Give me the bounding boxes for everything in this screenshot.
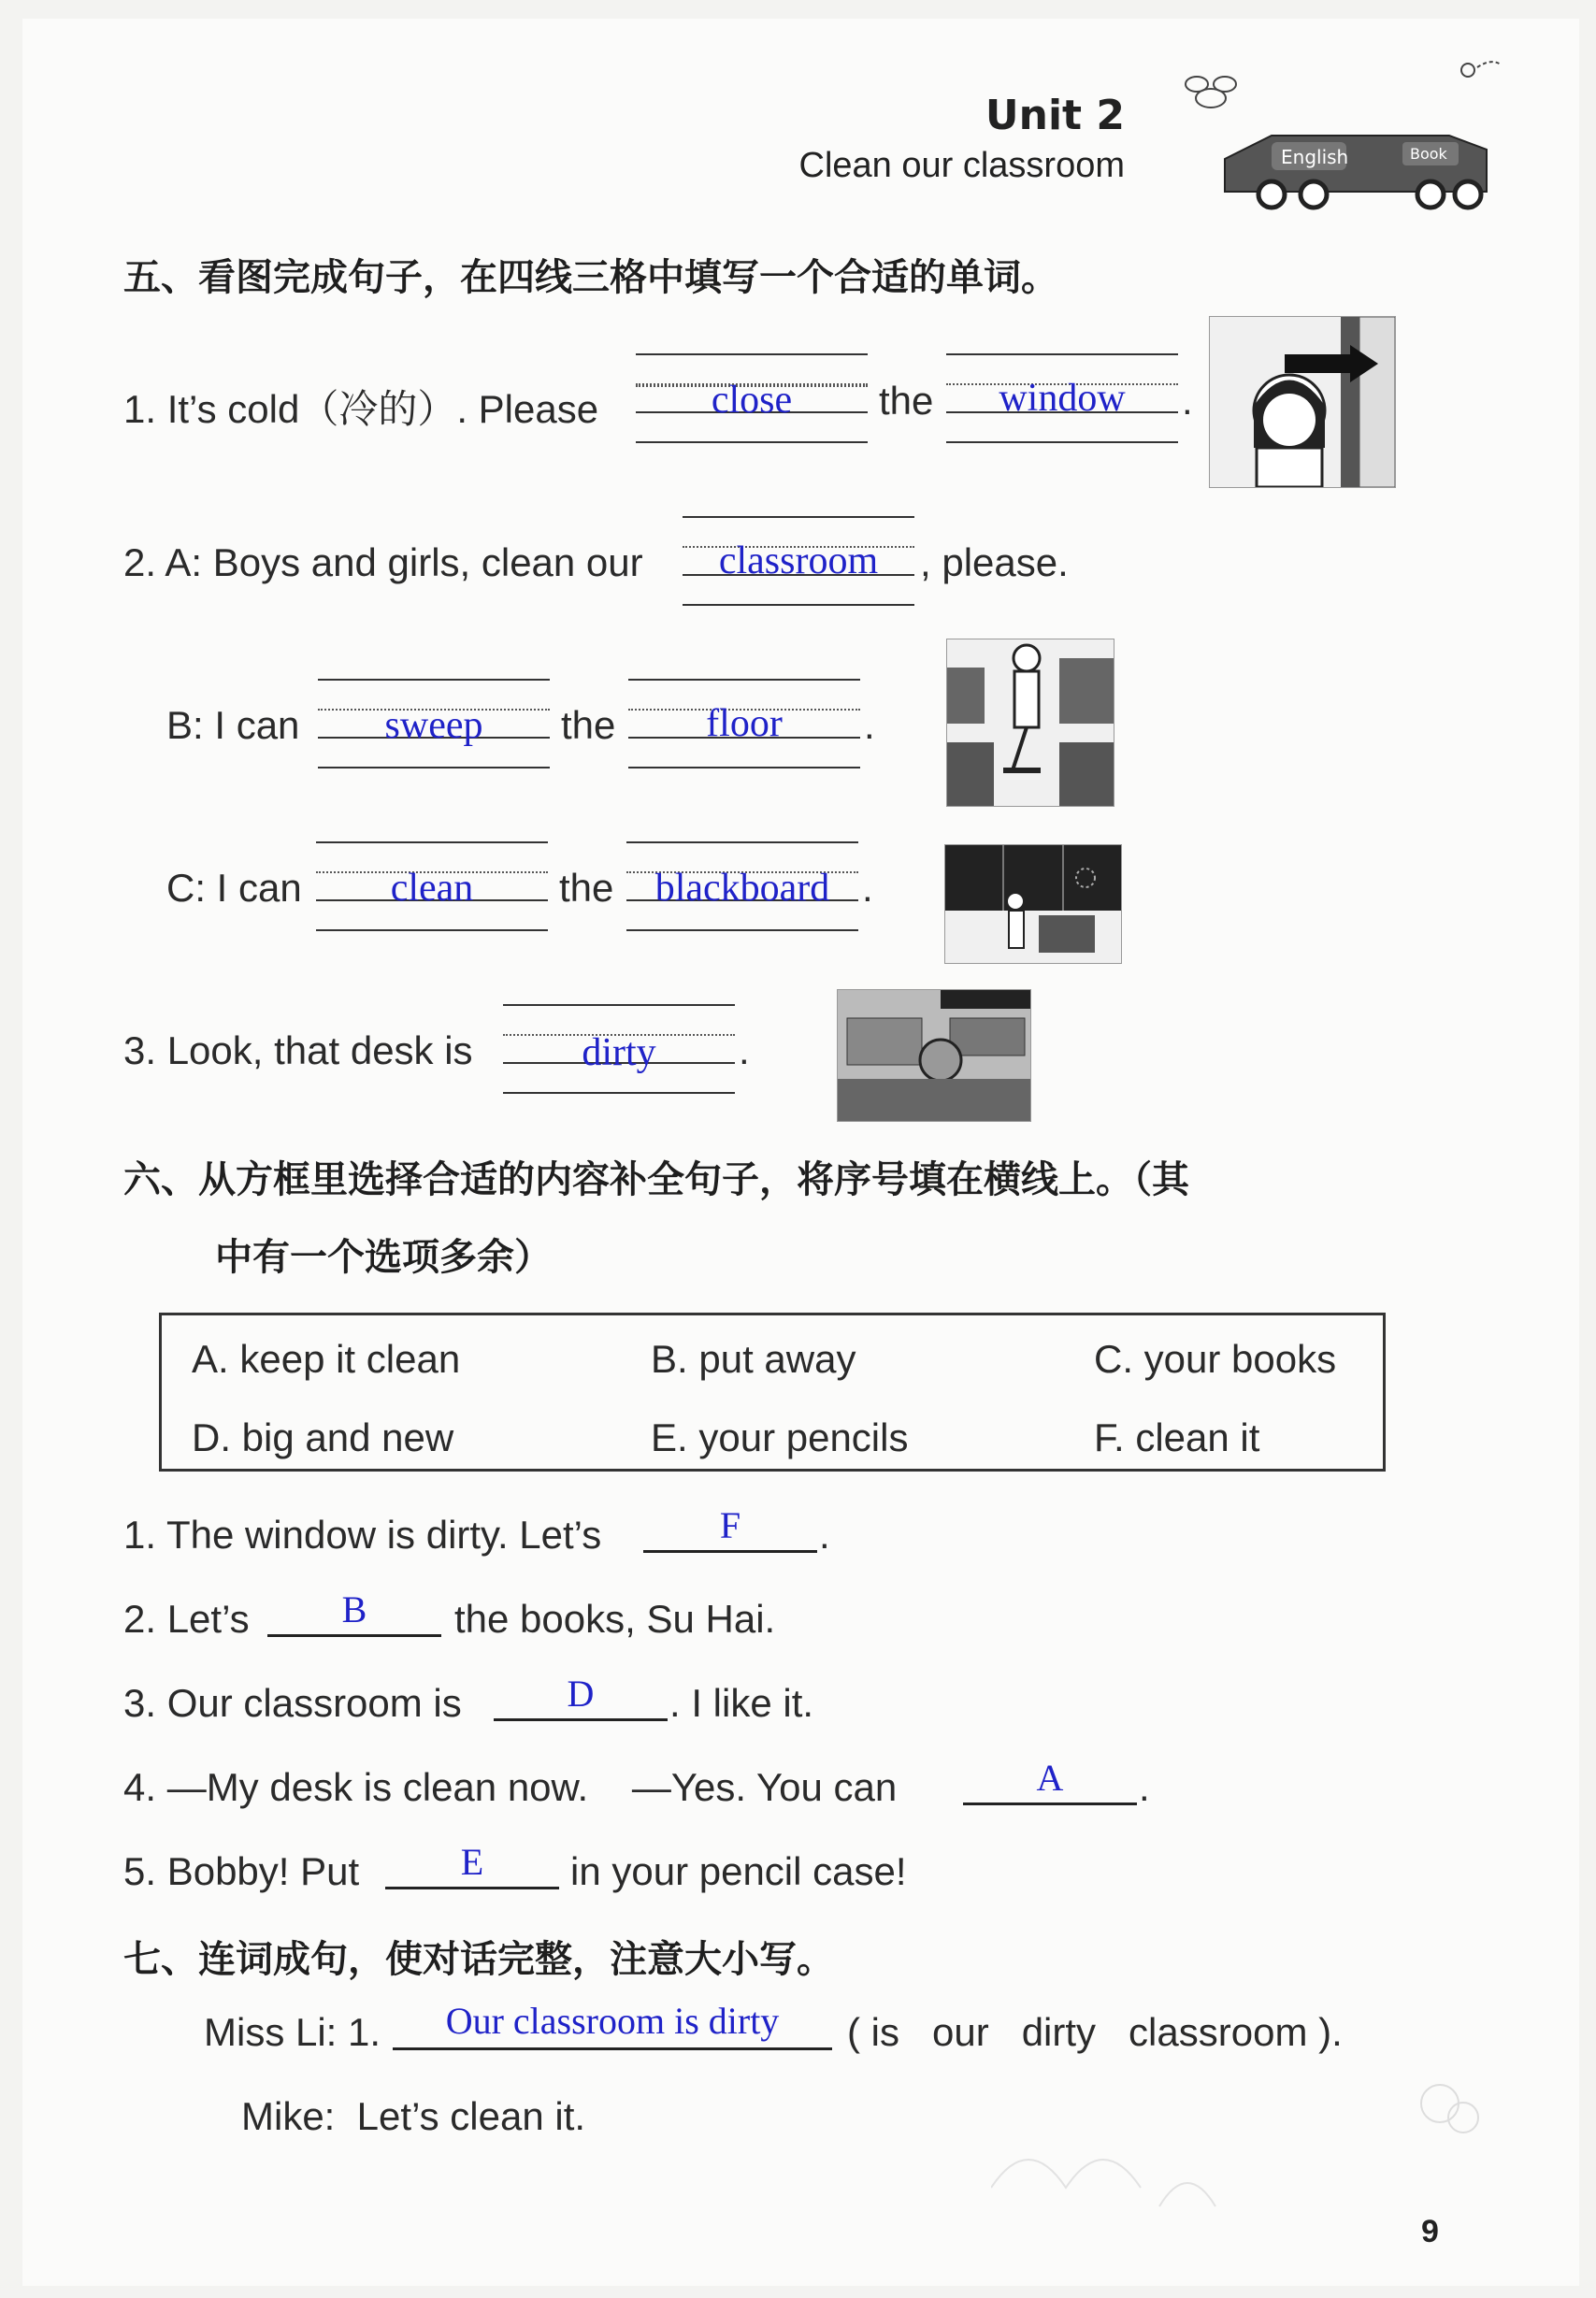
q5-1-answer-1: close bbox=[711, 379, 793, 422]
option-a: A. keep it clean bbox=[192, 1337, 461, 1381]
q5-c-prompt: C: I can bbox=[166, 866, 302, 910]
option-b: B. put away bbox=[651, 1337, 856, 1381]
header-decoration bbox=[1169, 56, 1505, 215]
q5-1-end: . bbox=[1182, 379, 1193, 423]
q6-5-answer: E bbox=[385, 1840, 559, 1889]
q5-2-prompt: 2. A: Boys and girls, clean our bbox=[123, 540, 643, 584]
boy-sweeping-floor-image bbox=[946, 639, 1114, 807]
q5-c-answer-1: clean bbox=[390, 867, 474, 910]
boy-cleaning-blackboard-image bbox=[944, 844, 1122, 964]
q6-2-end: the books, Su Hai. bbox=[454, 1597, 776, 1641]
q6-1-end: . bbox=[819, 1513, 830, 1557]
q5-c-mid: the bbox=[559, 866, 614, 910]
q5-1-prompt: 1. It’s cold（冷的）. Please bbox=[123, 387, 599, 431]
bus-label-left: English bbox=[1281, 146, 1349, 168]
option-e: E. your pencils bbox=[651, 1415, 909, 1459]
dirty-desk-image bbox=[837, 989, 1031, 1122]
q5-3-answer: dirty bbox=[582, 1031, 656, 1074]
q6-4-end: . bbox=[1139, 1765, 1150, 1809]
q5-b-mid: the bbox=[561, 703, 616, 747]
q5-3-prompt: 3. Look, that desk is bbox=[123, 1028, 473, 1072]
q6-1-answer: F bbox=[643, 1503, 817, 1553]
q6-1-prompt: 1. The window is dirty. Let’s bbox=[123, 1513, 602, 1557]
q5-3-end: . bbox=[739, 1028, 750, 1072]
q5-c-end: . bbox=[862, 866, 873, 910]
section-7-title: 七、连词成句，使对话完整，注意大小写。 bbox=[123, 1938, 834, 1981]
q5-b-answer-2: floor bbox=[706, 702, 783, 745]
q5-1-mid: the bbox=[879, 379, 934, 423]
option-f: F. clean it bbox=[1094, 1415, 1260, 1459]
q7-1-prompt: Miss Li: 1. bbox=[204, 2010, 381, 2054]
q5-2-end: , please. bbox=[920, 540, 1069, 584]
q6-3-end: . I like it. bbox=[669, 1681, 814, 1725]
q5-b-answer-1: sweep bbox=[384, 704, 483, 747]
q6-3-answer: D bbox=[494, 1672, 668, 1721]
bus-label-right: Book bbox=[1410, 145, 1447, 163]
q6-4-answer: A bbox=[963, 1756, 1137, 1805]
q5-1-answer-2: window bbox=[999, 377, 1126, 420]
book-bus-icon bbox=[1225, 136, 1487, 208]
q5-b-end: . bbox=[864, 703, 875, 747]
unit-title: Unit 2 bbox=[985, 92, 1125, 139]
q5-2-answer: classroom bbox=[718, 539, 879, 582]
q6-3-prompt: 3. Our classroom is bbox=[123, 1681, 462, 1725]
q7-1-words: ( is our dirty classroom ). bbox=[847, 2010, 1343, 2054]
q5-b-prompt: B: I can bbox=[166, 703, 300, 747]
small-bee-icon bbox=[1461, 62, 1501, 77]
bee-icon bbox=[1186, 77, 1236, 108]
q5-c-answer-2: blackboard bbox=[654, 867, 830, 910]
section-5-title: 五、看图完成句子，在四线三格中填写一个合适的单词。 bbox=[123, 256, 1058, 299]
q6-5-prompt: 5. Bobby! Put bbox=[123, 1849, 360, 1893]
q6-4-prompt: 4. —My desk is clean now. —Yes. You can bbox=[123, 1765, 898, 1809]
option-d: D. big and new bbox=[192, 1415, 454, 1459]
q6-5-end: in your pencil case! bbox=[570, 1849, 907, 1893]
section-6-title-line-2: 中有一个选项多余） bbox=[215, 1236, 552, 1279]
girl-closing-window-image bbox=[1209, 316, 1396, 488]
q6-2-prompt: 2. Let’s bbox=[123, 1597, 250, 1641]
q7-1-answer: Our classroom is dirty bbox=[393, 1999, 832, 2050]
q6-2-answer: B bbox=[267, 1587, 441, 1637]
page-number: 9 bbox=[1421, 2214, 1439, 2249]
option-c: C. your books bbox=[1094, 1337, 1337, 1381]
unit-subtitle: Clean our classroom bbox=[798, 146, 1125, 185]
section-6-title-line-1: 六、从方框里选择合适的内容补全句子，将序号填在横线上。（其 bbox=[123, 1158, 1189, 1201]
q7-2-line: Mike: Let’s clean it. bbox=[241, 2094, 586, 2138]
